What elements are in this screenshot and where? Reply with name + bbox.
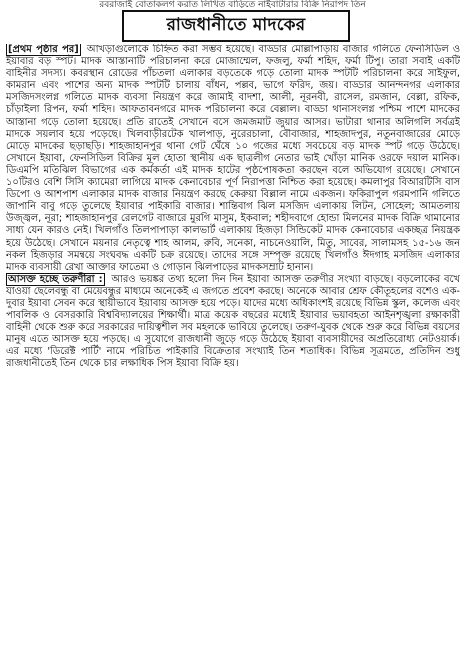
paragraph-continuation-text: আখড়াগুলোকে চিহ্নিত করা সম্ভব হয়েছে। বাড্ডার মোল্লাপাড়ায় বাজার গলিতে ফেনসিডিল ও ইয়াবার বড় স্পট। মাদক আস্তানাটি পরিচালনা করে মোজাম্মেল, ফজলু, ফর্মা শহিদ, ফর্মা টিপু। তারা সবাই একটি বাহিনীর সদস্য। কবরস্থান রোডের পাঁচতলা এলাকার বড়তেকে গড়ে তোলা মাদক স্পটটি পরিচালনা করে সাইফুল, কামরান এবং পাশের অন্য মাদক স্পটটি চালায় বাঁধন, পল্লব, ভাগে ফরিদ, জয়। বাড্ডার আনন্দনগর এলাকার মসজিদসংলগ্ন গলিতে মাদক ব্যবসা নিয়ন্ত্রণ করে জামাই বাদশা, আলী, নূরনবী, রাসেল, রমজান, বেল্লা, রফিক, চাঁড়াইলা রিপন, ফর্মা শহিদ। আফতাবনগরে মাদক পরিচালনা করে বেল্লাল। বাড্ডা থানাসংলগ্ন পশ্চিম পাশে মাদকের আস্তানা গড়ে তোলা হয়েছে। প্রতি রাতেই সেখানে বসে জমজমাট জুয়ার আসর। ভাটারা থানার অলিগলি সর্বত্রই মাদকে সয়লাব হয়ে পড়েছে। খিলবাড়ীরটেক খালপাড়, নুরেরচালা, বৌবাজার, শাহজাদপুর, নতুনবাজারের মোড়ে মোড়ে মাদকের ছড়াছড়ি। শাহজাহানপুর থানা গেট ঘেঁষে ১০ গজের মধ্যে সবচেয়ে বড় মাদক স্পট গড়ে উঠেছে। সেখানে ইয়াবা, ফেনসিডিল বিক্রির মূল হোতা স্থানীয় এক ছাত্রলীগ নেতার ভাই খোঁড়া মানিক ওরফে দয়াল মানিক। ডিএমপি মতিঝিল বিভাগের এক কর্মকর্তা এই মাদক হাটের পৃষ্ঠপোষকতা করছেন বলে অভিযোগ রয়েছে। সেখানে ১০টিরও বেশি সিসি ক্যামেরা লাগিয়ে মাদক কেনাবেচার পূর্ণ নিরাপত্তা নিশ্চিত করা হয়েছে। কমলাপুর বিআরটিসি বাস ডিপো ও আশপাশ এলাকার মাদক বাজার নিয়ন্ত্রণ করছে কেরুয়া বিল্লাল নামে একজন। ফকিরাপুল গরমপানি গলিতে জাপানি বাবু গড়ে তুলেছে ইয়াবার পাইকারি বাজার। শান্তিবাগ ঝিল মসজিদ এলাকায় লিটন, সোহেল; আমতলায় উজ্জ্বল, নূরা; শাহজাহানপুর রেলগেট বাজারে মুরগি মাসুম, ইকবাল; শহীদবাগে হোন্ডা মিলনের মাদক বিক্রি থামানোর সাধ্য যেন কারও নেই। খিলগাঁও তিলপাপাড়া কালভার্ট এলাকায় হিজড়া সিন্ডিকেট মাদক কেনাবেচার একচ্ছত্র নিয়ন্ত্রক হয়ে উঠেছে। সেখানে ময়নার নেতৃত্বে শাহ আলম, রুবি, সনেকা, নাচনেওয়ালি, মিতু, সাবের, সালামসহ ১৫-১৬ জন নকল হিজড়ার সমন্বয়ে সংঘবদ্ধ একটি চক্র রয়েছে। তাদের সঙ্গে সম্পৃক্ত রয়েছে খিলগাঁও ঈদগাহ মসজিদ এলাকার মাদক ব্যবসায়ী রেখা আক্তার ফাতেমা ও গোড়ান ঝিলপাড়ের মাদকসম্রাট হানান। <box>6 44 460 273</box>
clipped-previous-line: রবরাজাই বোতাকলগ করাত লিখিত বাড়িতে নাইবাটারার বিক্রি নিরাপদ তিন <box>99 0 366 10</box>
paragraph-subhead-text: আরও ভয়ঙ্কর তথ্য হলো দিন দিন ইয়াবা আসক্ত তরুণীর সংখ্যা বাড়ছে। বড়লোকের বখে যাওয়া ছেলেবন্ধু বা মেয়েবন্ধুর মাধ্যমে অনেকেই এ জগতে প্রবেশ করছে। অনেকে আবার শ্রেফ কৌতূহলের বশেও এক-দুবার ইয়াবা সেবন করে স্থায়ীভাবে ইয়াবায় আসক্ত হয়ে পড়ে। যাদের মধ্যে অধিকাংশই রয়েছে বিভিন্ন স্কুল, কলেজ এবং পাবলিক ও বেসরকারি বিশ্ববিদ্যালয়ের শিক্ষার্থী। মাত্র কয়েক বছরের মধ্যেই ইয়াবার ভয়াবহতা আইনশৃঙ্খলা রক্ষাকারী বাহিনী থেকে শুরু করে সরকারের দায়িত্বশীল সব মহলকে ভাবিয়ে তুলেছে। তরুণ-যুবক থেকে শুরু করে বিভিন্ন বয়সের মানুষ এতে আসক্ত হয়ে পড়ছে। এ সুযোগে রাজধানী জুড়ে গড়ে উঠেছে ইয়াবা ব্যবসায়ীদের অপ্রতিরোধ্য নেটওয়ার্ক। এর মধ্যে 'ডিরেক্ট পার্টি' নামে পরিচিত পাইকারি বিক্রেতার সংখ্যাই তিন শতাধিক। বিভিন্ন সূত্রমতে, প্রতিদিন শুধু রাজধানীতেই তিন থেকে চার লক্ষাধিক পিস ইয়াবা বিক্রি হয়। <box>6 273 460 370</box>
paragraph-continuation <box>6 44 460 274</box>
subheading: আসক্ত হচ্ছে তরুণীরা : <box>8 273 103 285</box>
article-headline: রাজধানীতে মাদকের <box>122 10 350 42</box>
paragraph-subhead <box>6 274 460 371</box>
article-body <box>6 44 460 652</box>
continuation-label: [প্রথম পৃষ্ঠার পর] <box>8 44 79 55</box>
